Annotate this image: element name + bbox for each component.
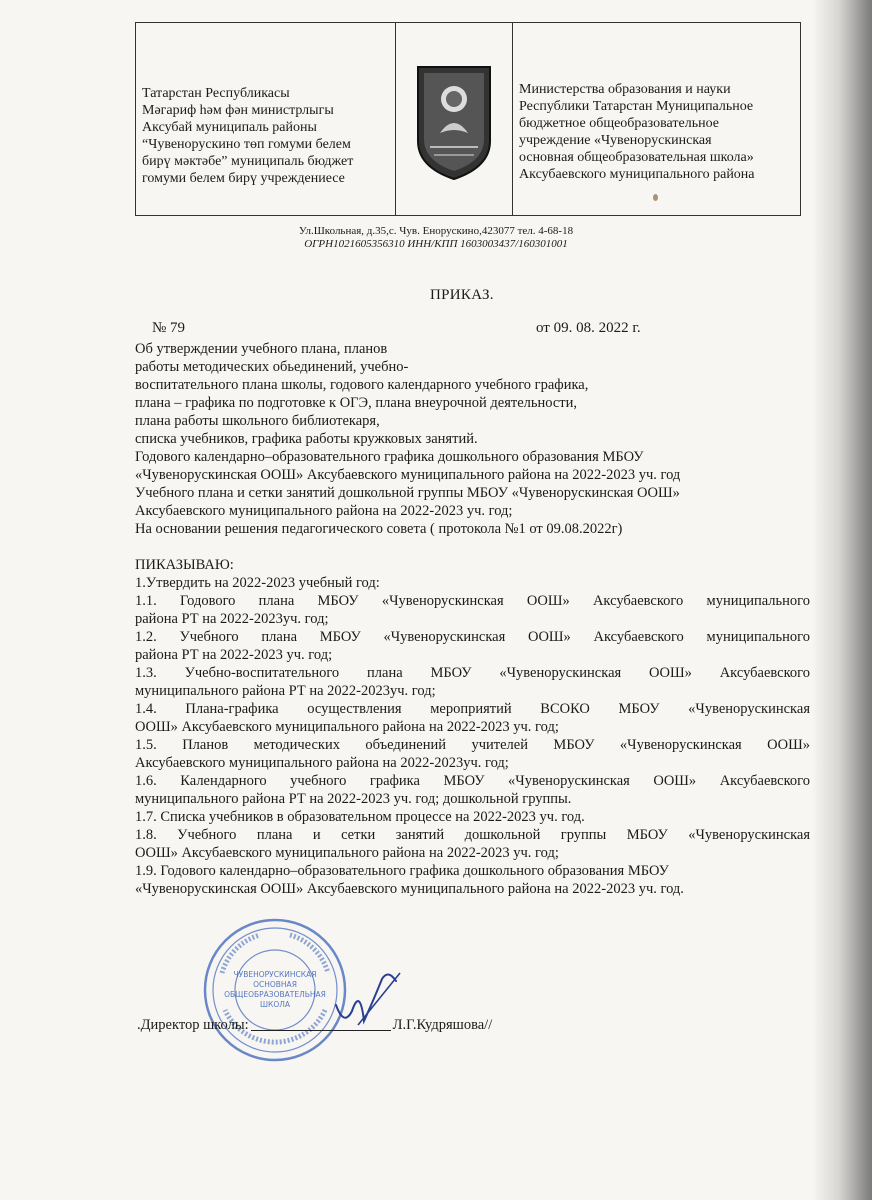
subitem-1-9-cont: «Чувенорускинская ООШ» Аксубаевского муниципального района на 2022-2023 уч. год.: [135, 881, 684, 897]
subitem-1-6: 1.6. Календарного учебного графика МБОУ «Чувенорускинская ООШ» Аксубаевского: [135, 773, 810, 789]
subitem-1-5-cont: Аксубаевского муниципального района на 2022-2023уч. год;: [135, 755, 509, 771]
letterhead-right-line: Аксубаевского муниципального района: [519, 167, 755, 182]
ogrn-line: ОГРН1021605356310 ИНН/КПП 1603003437/160301001: [304, 238, 568, 250]
subitem-1-9: 1.9. Годового календарно–образовательного графика дошкольного образования МБОУ: [135, 863, 669, 879]
paper-speck: [653, 194, 658, 201]
stamp-line: ШКОЛА: [259, 1000, 291, 1009]
subitem-1-4: 1.4. Плана-графика осуществления мероприятий ВСОКО МБОУ «Чувенорускинская: [135, 701, 810, 717]
signature-underline: [251, 1030, 391, 1031]
letterhead-left-line: Татарстан Республикасы: [142, 86, 290, 101]
order-word: ПИКАЗЫВАЮ:: [135, 557, 234, 573]
subject-line: списка учебников, графика работы кружковых занятий.: [135, 431, 478, 447]
letterhead-left-line: бирү мәктәбе” муниципаль бюджет: [142, 154, 354, 169]
letterhead-left-line: гомуми белем бирү учреждениесе: [142, 171, 345, 186]
subject-line: Учебного плана и сетки занятий дошкольной группы МБОУ «Чувенорускинская ООШ»: [135, 485, 680, 501]
letterhead-tatar-text: [136, 23, 396, 215]
subitem-1-3-cont: муниципального района РТ на 2022-2023уч. год;: [135, 683, 436, 699]
subject-line: плана – графика по подготовке к ОГЭ, плана внеурочной деятельности,: [135, 395, 578, 411]
subitem-1-4-cont: ООШ» Аксубаевского муниципального района на 2022-2023 уч. год;: [135, 719, 559, 735]
subitem-1-3: 1.3. Учебно-воспитательного плана МБОУ «Чувенорускинская ООШ» Аксубаевского: [135, 665, 810, 681]
letterhead-emblem-cell: [396, 23, 513, 215]
letterhead-left-line: “Чувенорускино төп гомуми белем: [142, 137, 351, 152]
order-date: от 09. 08. 2022 г.: [536, 320, 641, 336]
order-item-1: 1.Утвердить на 2022-2023 учебный год:: [135, 575, 380, 591]
stamp-line: ЧУВЕНОРУСКИНСКАЯ: [233, 970, 317, 979]
letterhead-russian-text: [513, 23, 800, 215]
subitem-1-1-cont: района РТ на 2022-2023уч. год;: [135, 611, 329, 627]
letterhead-right-line: основная общеобразовательная школа»: [519, 150, 754, 165]
subitem-1-2: 1.2. Учебного плана МБОУ «Чувенорускинская ООШ» Аксубаевского муниципального: [135, 629, 810, 645]
document-body: [135, 340, 810, 898]
subitem-1-8-cont: ООШ» Аксубаевского муниципального района на 2022-2023 уч. год;: [135, 845, 559, 861]
scan-edge-shadow: [812, 0, 872, 1200]
subitem-1-1: 1.1. Годового плана МБОУ «Чувенорускинская ООШ» Аксубаевского муниципального: [135, 593, 810, 609]
letterhead-left-line: Мәгариф һәм фән министрлыгы: [142, 103, 334, 118]
subject-line: Об утверждении учебного плана, планов: [135, 341, 388, 357]
document-title: ПРИКАЗ.: [430, 287, 494, 303]
subject-line: Годового календарно–образовательного графика дошкольного образования МБОУ: [135, 449, 644, 465]
subject-line: «Чувенорускинская ООШ» Аксубаевского муниципального района на 2022-2023 уч. год: [135, 467, 681, 483]
subject-line: работы методических обьединений, учебно-: [135, 359, 409, 375]
letterhead-right-line: бюджетное общеобразовательное: [519, 116, 719, 131]
address-block: [0, 225, 872, 251]
subitem-1-2-cont: района РТ на 2022-2023 уч. год;: [135, 647, 333, 663]
signature-name: Л.Г.Кудряшова//: [392, 1017, 493, 1033]
stamp-line: ОБЩЕОБРАЗОВАТЕЛЬНАЯ: [224, 990, 326, 999]
subitem-1-6-cont: муниципального района РТ на 2022-2023 уч. год; дошкольной группы.: [135, 791, 572, 807]
subject-line: воспитательного плана школы, годового календарного учебного графика,: [135, 377, 589, 393]
school-seal-stamp: [200, 915, 350, 1065]
subitem-1-8: 1.8. Учебного плана и сетки занятий дошкольной группы МБОУ «Чувенорускинская: [135, 827, 810, 843]
address-line: Ул.Школьная, д.35,с. Чув. Енорускино,423077 тел. 4-68-18: [298, 225, 574, 237]
letterhead-right-line: учреждение «Чувенорускинская: [519, 133, 712, 148]
letterhead-table: [135, 22, 801, 216]
stamp-line: ОСНОВНАЯ: [253, 980, 297, 989]
subject-line: Аксубаевского муниципального района на 2022-2023 уч. год;: [135, 503, 513, 519]
coat-of-arms-emblem: [416, 63, 492, 181]
subject-line: плана работы школьного библиотекаря,: [135, 413, 380, 429]
signature-label: .Директор школы:: [137, 1017, 249, 1033]
subitem-1-7: 1.7. Списка учебников в образовательном процессе на 2022-2023 уч. год.: [135, 809, 585, 825]
subject-line: На основании решения педагогического совета ( протокола №1 от 09.08.2022г): [135, 521, 623, 537]
signature-line: [137, 1017, 492, 1034]
subitem-1-5: 1.5. Планов методических объединений учителей МБОУ «Чувенорускинская ООШ»: [135, 737, 810, 753]
order-number: № 79: [152, 320, 186, 336]
letterhead-left-line: Аксубай муниципаль районы: [142, 120, 317, 135]
letterhead-right-line: Министерства образования и науки: [519, 82, 731, 97]
letterhead-right-line: Республики Татарстан Муниципальное: [519, 99, 754, 114]
